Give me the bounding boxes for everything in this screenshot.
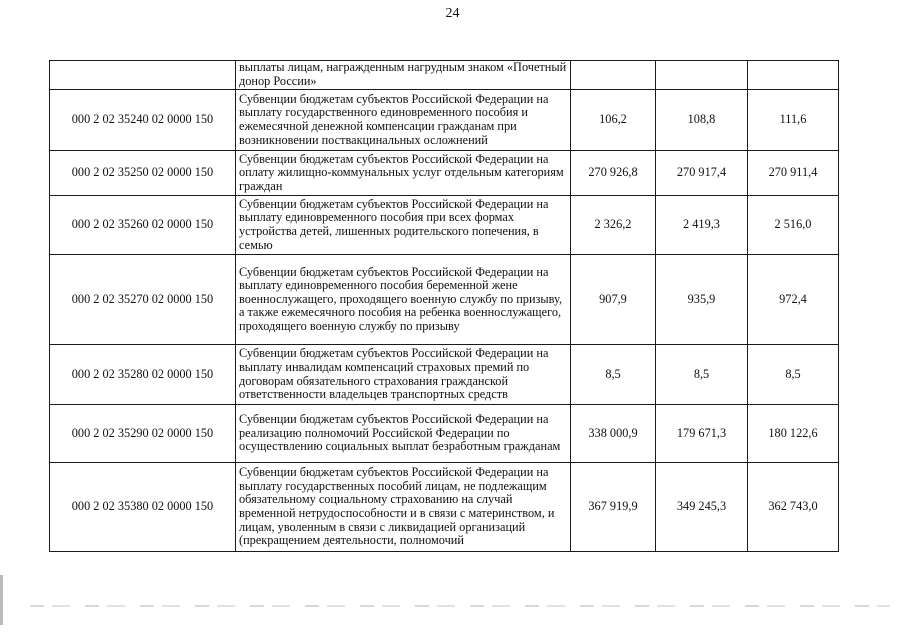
amount-year-1: 907,9 [571, 255, 656, 345]
budget-code: 000 2 02 35290 02 0000 150 [50, 405, 236, 463]
scan-artifact-line [30, 605, 890, 607]
amount-year-2: 935,9 [656, 255, 748, 345]
table-row [50, 463, 839, 552]
budget-code: 000 2 02 35240 02 0000 150 [50, 90, 236, 151]
budget-code: 000 2 02 35380 02 0000 150 [50, 463, 236, 552]
row-description: Субвенции бюджетам субъектов Российской Федерации на выплату инвалидам компенсаций страховых премий по договорам обязательного страхования гражданской ответственности владельцев транспортных средств [236, 345, 571, 405]
amount-year-1: 367 919,9 [571, 463, 656, 552]
budget-code: 000 2 02 35270 02 0000 150 [50, 255, 236, 345]
row-description: Субвенции бюджетам субъектов Российской Федерации на выплату единовременного пособия беременной жене военнослужащего, проходящего военную службу по призыву, а также ежемесячного пособия на ребенка военнослужащего, проходящего военную службу по призыву [236, 255, 571, 345]
amount-year-1: 2 326,2 [571, 196, 656, 255]
row-description: Субвенции бюджетам субъектов Российской Федерации на выплату государственных пособий лицам, не подлежащим обязательному социальному страхованию на случай временной нетрудоспособности и в связи с материнством, и лицам, уволенным в связи с ликвидацией организаций (прекращением деятельности, полномочий [236, 463, 571, 552]
amount-year-1 [571, 61, 656, 90]
scan-edge-mark [0, 575, 3, 625]
row-description: Субвенции бюджетам субъектов Российской Федерации на выплату единовременного пособия при всех формах устройства детей, лишенных родительского попечения, в семью [236, 196, 571, 255]
table-row [50, 151, 839, 196]
amount-year-1: 270 926,8 [571, 151, 656, 196]
table-row [50, 345, 839, 405]
amount-year-3: 270 911,4 [748, 151, 839, 196]
budget-code: 000 2 02 35280 02 0000 150 [50, 345, 236, 405]
table-row [50, 196, 839, 255]
table-row [50, 61, 839, 90]
row-description: Субвенции бюджетам субъектов Российской Федерации на реализацию полномочий Российской Федерации по осуществлению социальных выплат безработным гражданам [236, 405, 571, 463]
amount-year-2: 108,8 [656, 90, 748, 151]
amount-year-3: 111,6 [748, 90, 839, 151]
amount-year-3: 972,4 [748, 255, 839, 345]
row-description: Субвенции бюджетам субъектов Российской Федерации на выплату государственного единовременного пособия и ежемесячной денежной компенсации гражданам при возникновении поствакцинальных осложнений [236, 90, 571, 151]
amount-year-2 [656, 61, 748, 90]
amount-year-3 [748, 61, 839, 90]
amount-year-1: 8,5 [571, 345, 656, 405]
amount-year-2: 8,5 [656, 345, 748, 405]
amount-year-2: 349 245,3 [656, 463, 748, 552]
page-number: 24 [445, 6, 460, 21]
budget-code: 000 2 02 35260 02 0000 150 [50, 196, 236, 255]
amount-year-3: 362 743,0 [748, 463, 839, 552]
amount-year-1: 106,2 [571, 90, 656, 151]
table-row [50, 405, 839, 463]
amount-year-1: 338 000,9 [571, 405, 656, 463]
amount-year-2: 2 419,3 [656, 196, 748, 255]
budget-code [50, 61, 236, 90]
table-row [50, 90, 839, 151]
row-description: выплаты лицам, награжденным нагрудным знаком «Почетный донор России» [236, 61, 571, 90]
budget-table [49, 60, 839, 552]
amount-year-3: 2 516,0 [748, 196, 839, 255]
amount-year-3: 180 122,6 [748, 405, 839, 463]
amount-year-2: 270 917,4 [656, 151, 748, 196]
budget-code: 000 2 02 35250 02 0000 150 [50, 151, 236, 196]
amount-year-3: 8,5 [748, 345, 839, 405]
row-description: Субвенции бюджетам субъектов Российской Федерации на оплату жилищно-коммунальных услуг отдельным категориям граждан [236, 151, 571, 196]
table-row [50, 255, 839, 345]
amount-year-2: 179 671,3 [656, 405, 748, 463]
